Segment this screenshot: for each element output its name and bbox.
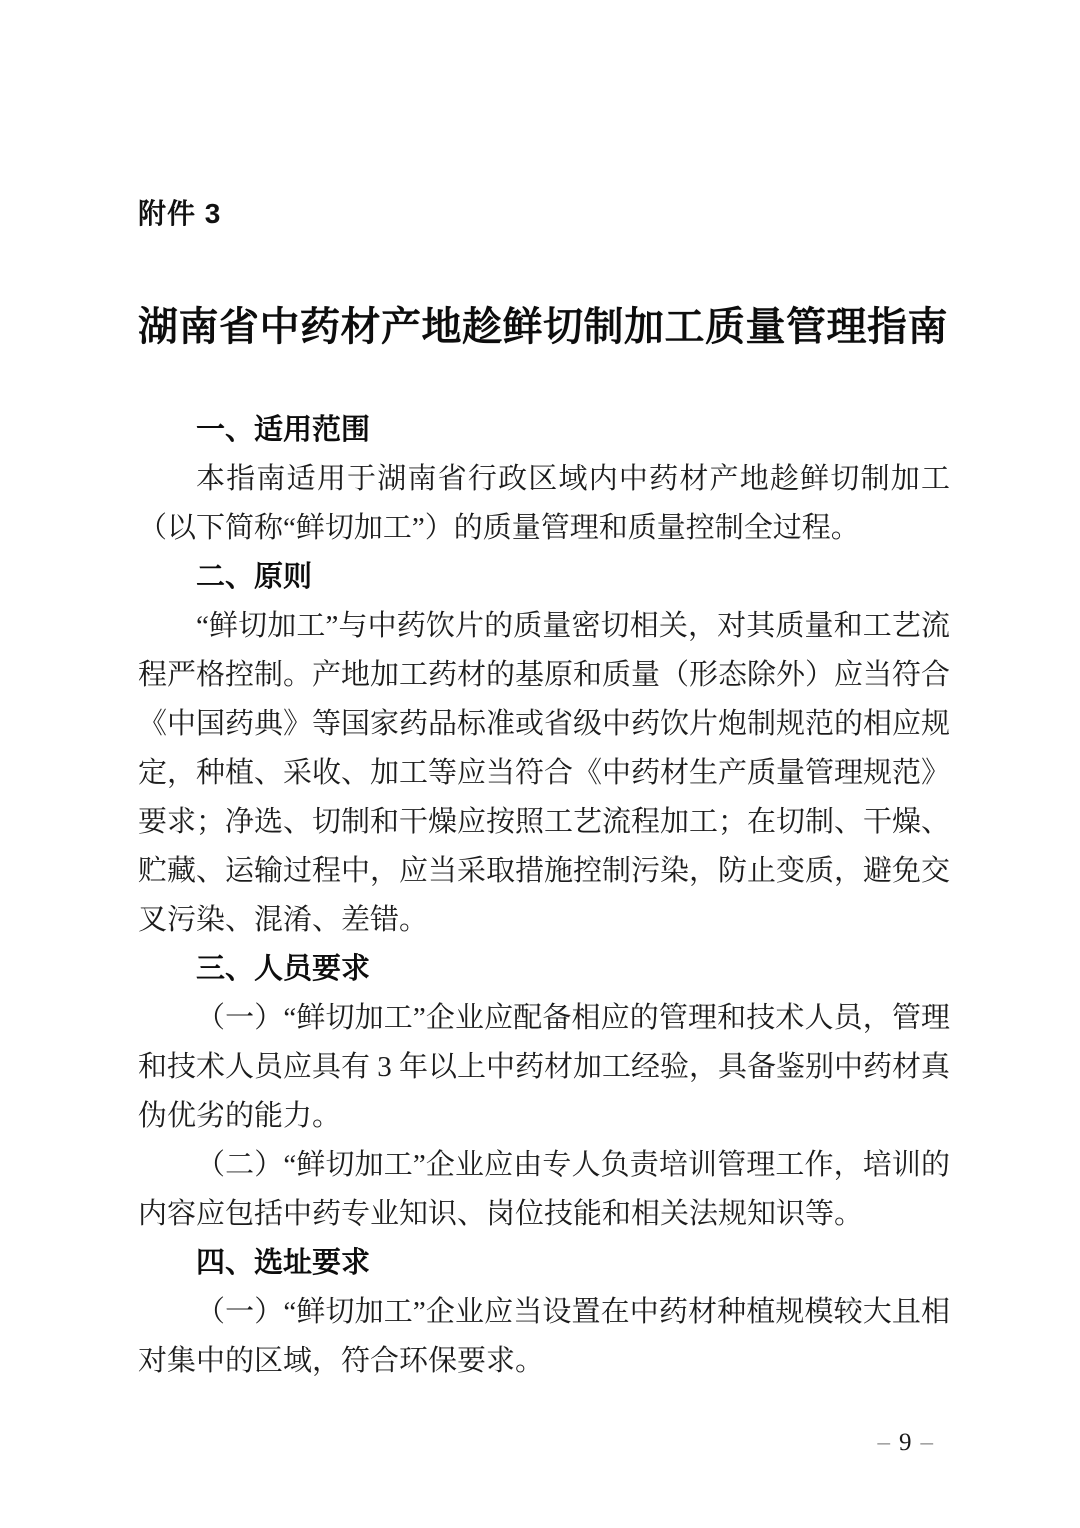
footer-dash-left: – — [877, 1429, 890, 1456]
page-number: 9 — [899, 1429, 912, 1456]
footer-dash-right: – — [920, 1429, 933, 1456]
paragraph: （一）“鲜切加工”企业应配备相应的管理和技术人员，管理和技术人员应具有 3 年以上中药材加工经验，具备鉴别中药材真伪优劣的能力。 — [138, 1002, 951, 1132]
paragraph: （一）“鲜切加工”企业应当设置在中药材种植规模较大且相对集中的区域，符合环保要求。 — [138, 1296, 950, 1377]
page-footer — [869, 1428, 943, 1458]
section-heading-scope: 一、适用范围 — [196, 414, 371, 446]
paragraph: “鲜切加工”与中药饮片的质量密切相关，对其质量和工艺流程严格控制。产地加工药材的基原和质量（形态除外）应当符合《中国药典》等国家药品标准或省级中药饮片炮制规范的相应规定，种植、采收、加工等应当符合《中药材生产质量管理规范》要求；净选、切制和干燥应按照工艺流程加工；在切制、干燥、贮藏、运输过程中，应当采取措施控制污染，防止变质，避免交叉污染、混淆、差错。 — [138, 610, 951, 936]
section-heading-principles: 二、原则 — [196, 561, 313, 593]
attachment-label: 附件 3 — [138, 198, 222, 229]
section-heading-personnel: 三、人员要求 — [196, 953, 371, 985]
paragraph: 本指南适用于湖南省行政区域内中药材产地趁鲜切制加工（以下简称“鲜切加工”）的质量管理和质量控制全过程。 — [138, 463, 950, 544]
document-body — [138, 406, 950, 1386]
paragraph: （二）“鲜切加工”企业应由专人负责培训管理工作，培训的内容应包括中药专业知识、岗位技能和相关法规知识等。 — [138, 1149, 950, 1230]
document-title: 湖南省中药材产地趁鲜切制加工质量管理指南 — [138, 305, 948, 349]
section-heading-site-selection: 四、选址要求 — [196, 1247, 371, 1279]
document-content — [138, 0, 950, 1386]
